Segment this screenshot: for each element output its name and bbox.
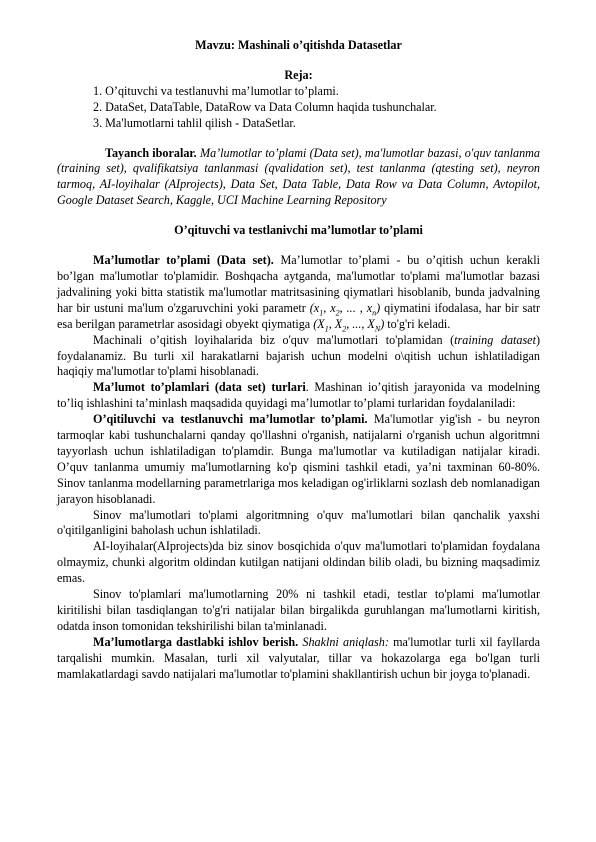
train-test-term: O’qitiluvchi va testlanuvchi ma’lumotlar to’plami. — [93, 412, 368, 427]
paragraph-types: Ma’lumot to’plamlari (data set) turlari. Mashinan io’qitish jarayonida va modelning to’liq ishlashini ta’minlash maqsadida quyidagi ma’lumotlar to’plami turlaridan foydalaniladi: — [57, 380, 540, 411]
object-vars: ($X_1$, $X_2$, ..., $X_N$) — [313, 316, 385, 334]
plan-item: 3. Ma'lumotlarni tahlil qilish - DataSetlar. — [93, 115, 296, 130]
preprocessing-term: Ma’lumotlarga dastlabki ishlov berish. — [93, 634, 299, 649]
paragraph-dataset — [57, 253, 540, 333]
paragraph-text: qiymatini ifodalasa, har bir satr esa berilgan parametrlar asosidagi obyekt qiymatiga — [57, 300, 540, 331]
paragraph-text: Ma’lumotlar to’plami - bu o’qitish uchun kerakli bo’lgan ma'lumotlar to'plamidir. Boshqacha aytganda, ma'lumotlar to'plami ma'lumotlar bazasi jadvalining yoki bitta statistik ma'lumotlar matritsasining qiymatlari hisoblanib, bunda jadvalning har bir ustuni ma'lum o'zgaruvchini yoki parametr — [57, 253, 540, 315]
keywords-text: Ma’lumotlar to’plami (Data set), ma'lumotlar bazasi, o'quv tanlanma (training set), qvalifikatsiya tanlanmasi (qvalidation set), test tanlanma (qtesting set), neyron tarmoq, AI-loyihalar (AIprojects), Data Set, Data Table, Data Row va Data Column, Avtopilot, Google Dataset Search, Kaggle, UCI Machine Learning Repository — [57, 145, 540, 208]
section-title: O’qituvchi va testlanivchi ma’lumotlar to’plami — [174, 223, 423, 238]
plan-item: 2. DataSet, DataTable, DataRow va Data Column haqida tushunchalar. — [93, 99, 437, 114]
paragraph-text: to'g'ri keladi. — [384, 316, 451, 331]
paragraph-test-set: Sinov ma'lumotlari to'plami algoritmning o'quv ma'lumotlari bilan qanchalik yaxshi o'qitilganligini baholash uchun ishlatiladi. — [57, 507, 540, 538]
plan-item: 1. O’qituvchi va testlanuvhi ma’lumotlar to’plami. — [93, 83, 339, 98]
plan-heading: Reja: — [284, 67, 313, 82]
paragraph-train-test: O’qitiluvchi va testlanuvchi ma’lumotlar to’plami. Ma'lumotlar yig'ish - bu neyron tarmoqlar kabi tushunchalarni qanday qo'llashni o'rganish, natijalarni o'rganish uchun algoritmni tayyorlash uchun ishlatiladigan to'plamdir. Bunga ma'lumotlar va kutiladigan natijalar kiradi. O’quv tanlanma umumiy ma'lumotlarning ko'p qismini tashkil etadi, ya’ni taxminan 60-80%. Sinov tanlanma modellarning parametrlariga mos keladigan og'irliklarni sozlash deb nomlanadigan jarayon hisoblanadi. — [57, 412, 541, 506]
document-body — [57, 38, 540, 683]
plan-list — [57, 84, 540, 132]
paragraph-ai-projects: AI-loyihalar(AIprojects)da biz sinov bosqichida o'quv ma'lumotlari to'plamidan foydalana olmaymiz, chunki algoritm oldindan kutilgan natijani oldindan bilib oladi, bu bizning maqsadimiz emas. — [57, 539, 540, 586]
paragraph-training: Machinali o’qitish loyihalarida biz o'quv ma'lumotlari to'plamidan (training dataset) foydalanamiz. Bu turli xil harakatlarni bajarish uchun modelni o\qitish uchun ishlatiladigan haqiqiy ma'lumotlar to'plami hisoblanadi. — [57, 332, 540, 379]
shape-detection-term: Shaklni aniqlash: — [298, 634, 389, 649]
document-title: Mavzu: Mashinali o’qitishda Datasetlar — [195, 38, 402, 52]
paragraph-test-share: Sinov to'plamlari ma'lumotlarning 20% ni tashkil etadi, testlar to'plami ma'lumotlar kiritilishi bilan tasdiqlangan to'g'ri natijalar bilan birgalikda guruhlangan ma'lumotlarni kiritish, odatda inson tomonidan tekshirilishi bilan ta'minlanadi. — [57, 587, 540, 633]
types-term: Ma’lumot to’plamlari (data set) turlari — [93, 380, 306, 395]
dataset-term: Ma’lumotlar to’plami (Data set). — [93, 253, 274, 268]
keywords-paragraph — [57, 146, 540, 210]
paragraph-preprocessing: Ma’lumotlarga dastlabki ishlov berish. Shaklni aniqlash: ma'lumotlar turli xil fayllarda tarqalishi mumkin. Masalan, turli xil valyutalar, tillar va hokazolarga ega bo'lgan turli mamlakatlardagi savdo natijalari ma'lumotlar to'plamini shakllantirish uchun bir joyga to'planadi. — [57, 634, 541, 681]
parameter-vars: ($x_1$, $x_2$, ... , $x_n$) — [309, 300, 381, 318]
keywords-label: Tayanch iboralar. — [105, 145, 197, 160]
training-dataset-term: training dataset — [454, 332, 536, 347]
